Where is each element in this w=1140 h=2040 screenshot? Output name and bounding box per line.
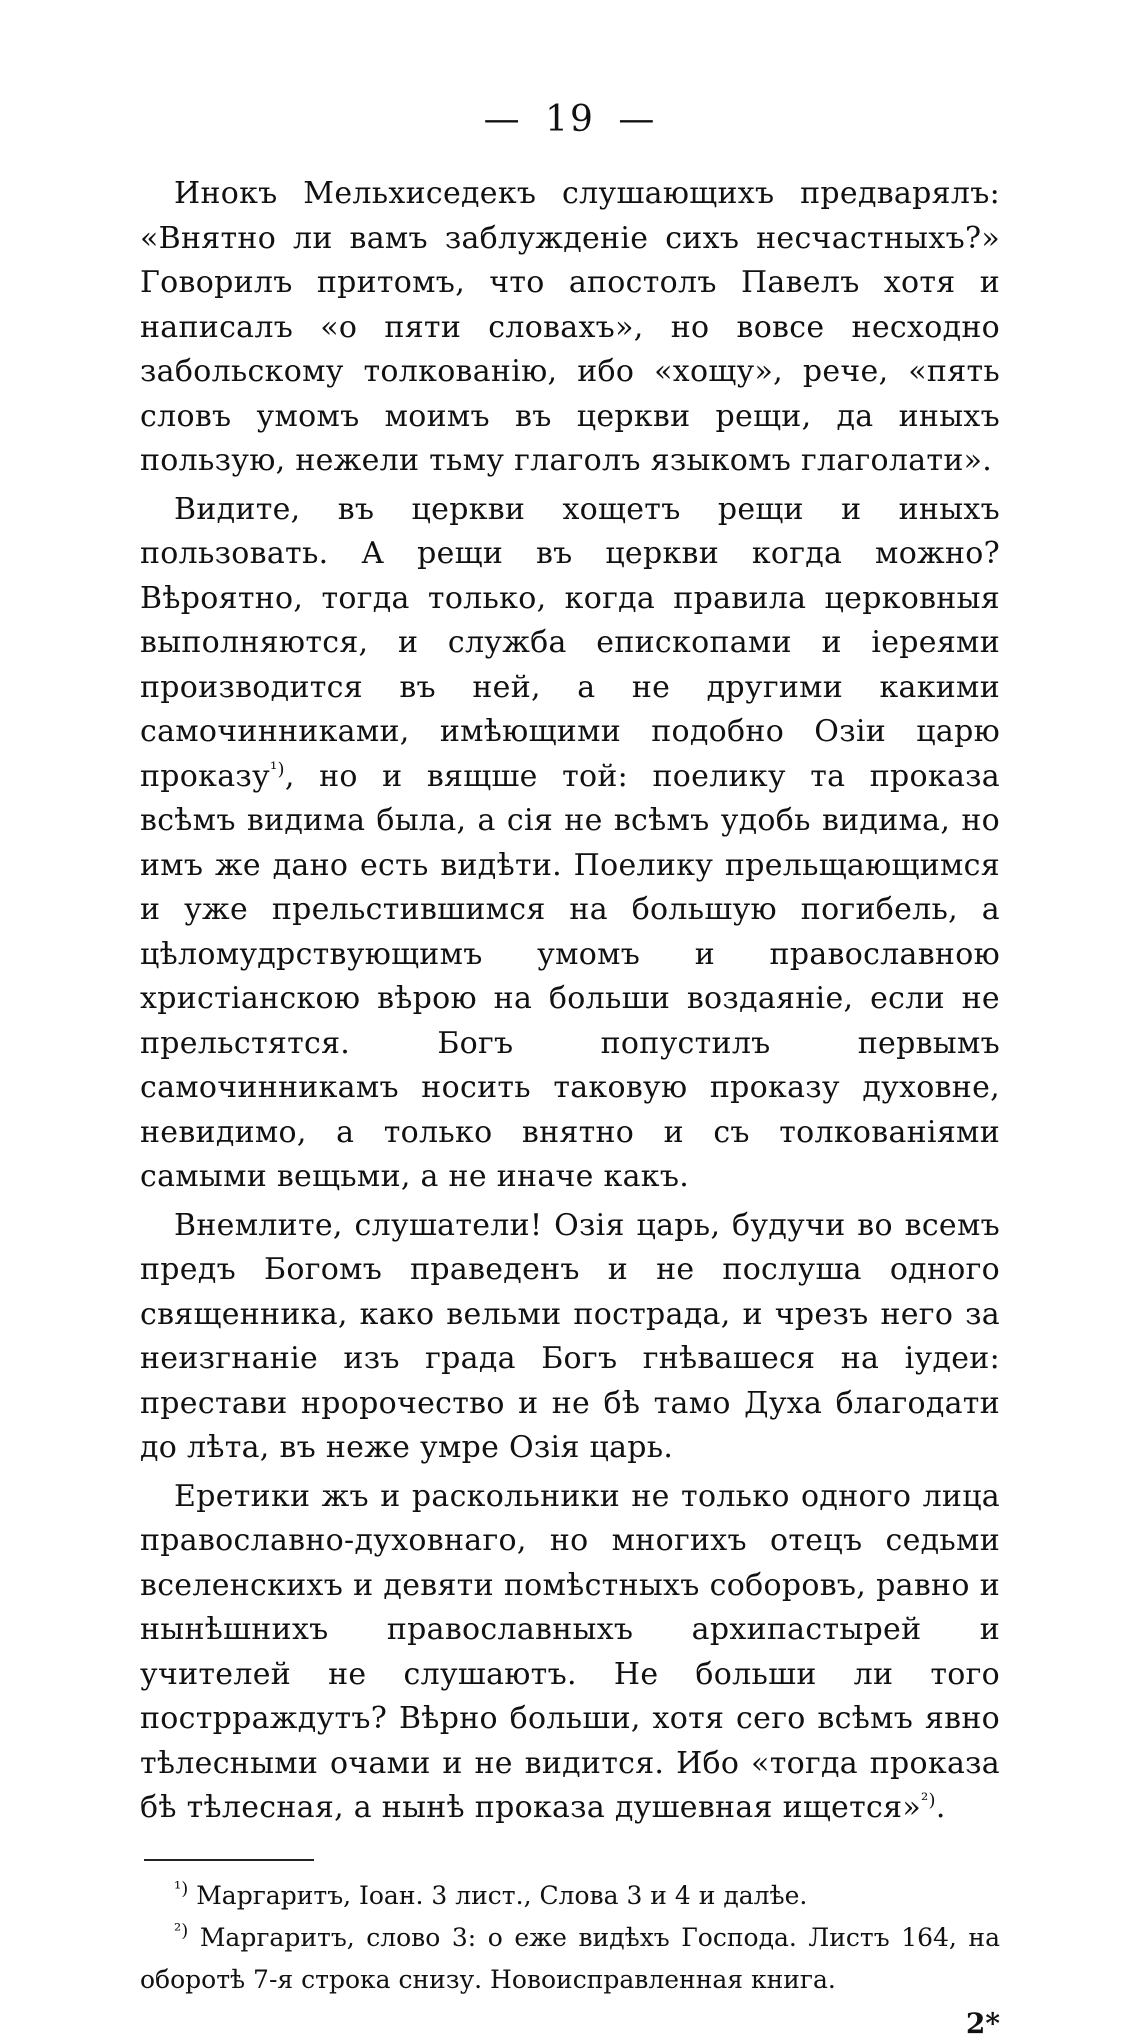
book-page (140, 92, 1000, 2040)
paragraph-3 (140, 1204, 1000, 1471)
footnote-1-text: Маргаритъ, Іоан. 3 лист., Слова 3 и 4 и далѣе. (196, 1880, 808, 1910)
page-header (140, 92, 1000, 148)
paragraph-3-text: Внемлите, слушатели! Озія царь, будучи во всемъ предъ Богомъ праведенъ и не послуша одного священника, како вельми пострада, и чрезъ него за неизгнаніе изъ града Богъ гнѣвашеся на іудеи: престави нророчество и не бѣ тамо Духа благодати до лѣта, въ неже умре Озія царь. (140, 1207, 1000, 1465)
footnote-2-text: Маргаритъ, слово 3: о еже видѣхъ Господа. Листъ 164, на оборотѣ 7-я строка снизу. Новоисправленная книга. (140, 1922, 1000, 1994)
footnote-ref-2[interactable]: ²) (920, 1790, 936, 1811)
paragraph-4-text: Еретики жъ и раскольники не только одного лица православно-духовнаго, но многихъ отецъ седьми вселенскихъ и девяти помѣстныхъ соборовъ, равно и нынѣшнихъ православныхъ архипастырей и учителей не слушаютъ. Не больши ли того пострраждутъ? Вѣрно больши, хотя сего всѣмъ явно тѣлесными очами и не видится. Ибо «тогда проказа бѣ тѣлесная, а нынѣ проказа душевная ищется» (140, 1478, 1000, 1825)
signature-mark: 2* (965, 2006, 1000, 2040)
paragraph-1-text: Инокъ Мельхиседекъ слушающихъ предварялъ: «Внятно ли вамъ заблужденіе сихъ несчастныхъ?» Говорилъ притомъ, что апостолъ Павелъ хотя и написалъ «о пяти словахъ», но вовсе несходно забольскому толкованію, ибо «хощу», рече, «пять словъ умомъ моимъ въ церкви рещи, да иныхъ пользую, нежели тьму глаголъ языкомъ глаголати». (140, 176, 1000, 478)
header-dash-left: — (483, 99, 522, 140)
paragraph-4-end: . (935, 1790, 946, 1825)
footnote-divider (144, 1859, 314, 1861)
paragraph-1 (140, 172, 1000, 484)
footnote-2-marker: ²) (174, 1920, 189, 1942)
footnote-ref-1[interactable]: ¹) (270, 758, 285, 780)
paragraph-4 (140, 1475, 1000, 1831)
paragraph-2-text-a: Видите, въ церкви хощетъ рещи и иныхъ пользовать. А рещи въ церкви когда можно? Вѣроятно, тогда только, когда правила церковныя выполняются, и служба епископами и іереями производится въ ней, а не другими какими самочинниками, имѣющими подобно Озіи царю проказу (140, 491, 1000, 794)
footnote-2 (140, 1917, 1000, 2001)
page-number: 19 (545, 99, 595, 140)
header-dash-right: — (618, 99, 657, 140)
footnote-1 (140, 1875, 1000, 1917)
footnote-1-marker: ¹) (174, 1878, 189, 1900)
paragraph-2 (140, 488, 1000, 1200)
paragraph-2-text-b: , но и вящше той: поелику та проказа всѣмъ видима была, а сія не всѣмъ удобь видима, но имъ же дано есть видѣти. Поелику прельщающимся и уже прельстившимся на большую погибель, а цѣломудрствующимъ умомъ и православною христіанскою вѣрою на больши воздаяніе, если не прельстятся. Богъ попустилъ первымъ самочинникамъ носить таковую проказу духовне, невидимо, а только внятно и съ толкованіями самыми вещьми, а не иначе какъ. (140, 758, 1000, 1194)
